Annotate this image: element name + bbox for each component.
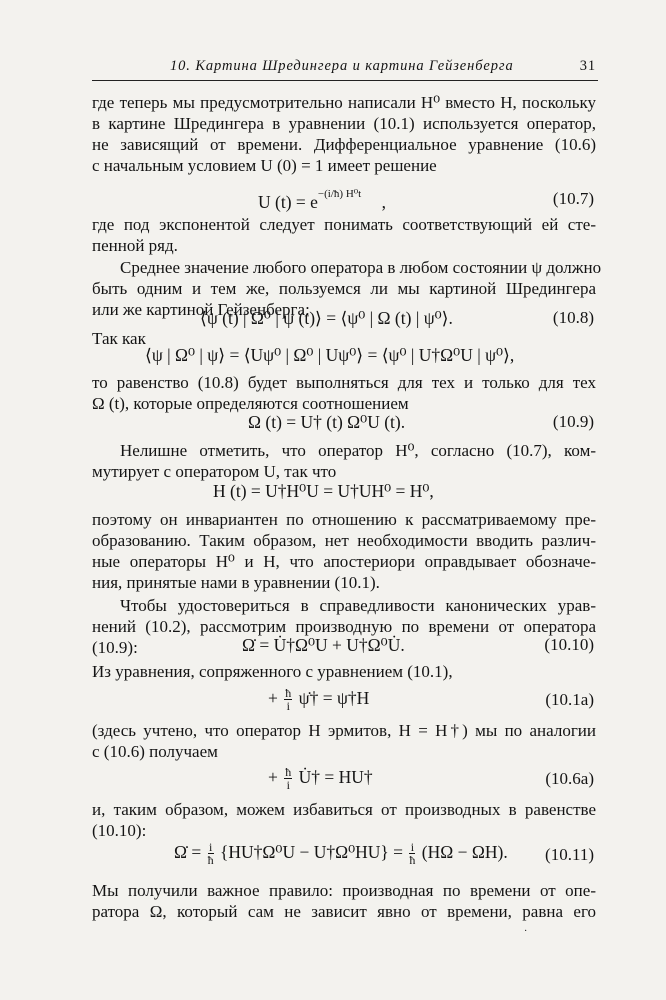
- page-number: 31: [579, 58, 596, 74]
- equation-number: (10.11): [545, 845, 594, 864]
- text-line: не зависящий от времени. Дифференциальное уравнение (10.6): [92, 135, 596, 154]
- text-line: (здесь учтено, что оператор H эрмитов, H = H†) мы по аналогии: [92, 721, 596, 740]
- text-line: ратора Ω, который сам не зависит явно от времени, равна его: [92, 902, 596, 921]
- equation-10-10: Ω̇ = U̇†Ω⁰U + U†Ω⁰U̇.: [242, 635, 405, 655]
- fraction-denominator: i: [286, 699, 290, 714]
- running-header: [92, 58, 598, 81]
- equation-number: (10.1a): [545, 690, 594, 709]
- fraction-numerator: ħ: [285, 686, 292, 701]
- fraction: [284, 687, 292, 712]
- text-line: поэтому он инвариантен по отношению к рассматриваемому пре-: [92, 510, 596, 529]
- equation-number: (10.10): [544, 635, 594, 654]
- text-line: или же картиной Гейзенберга:: [92, 300, 310, 319]
- equation-number: (10.7): [552, 189, 594, 208]
- text-line: Мы получили важное правило: производная по времени от опе-: [92, 881, 596, 900]
- equation-part: Ω̇ =: [174, 842, 202, 862]
- text-line: с (10.6) получаем: [92, 742, 218, 761]
- equation-10-9: Ω (t) = U† (t) Ω⁰U (t).: [248, 412, 406, 432]
- equation-10-1a: [268, 686, 369, 712]
- fraction-numerator: ħ: [285, 765, 292, 780]
- equation-10-7: [258, 186, 386, 214]
- fraction-numerator: i: [208, 840, 213, 855]
- text-line: где под экспонентой следует понимать соответствующий ей сте-: [92, 215, 596, 234]
- text-line: быть одним и тем же, пользуемся ли мы картиной Шредингера: [92, 279, 596, 298]
- text-line: Из уравнения, сопряженного с уравнением (10.1),: [92, 662, 453, 681]
- text-line: Так как: [92, 329, 146, 348]
- text-line: мутирует с оператором U, так что: [92, 462, 337, 481]
- fraction: [284, 766, 292, 791]
- text-line: Нелишне отметить, что оператор H⁰, согласно (10.7), ком-: [120, 441, 596, 460]
- equation-number: (10.8): [552, 308, 594, 327]
- equation-part: ψ̇† = ψ†H: [298, 688, 370, 708]
- equation-lhs: U (t) = e: [258, 191, 318, 212]
- text-line: Ω (t), которые определяются соотношением: [92, 394, 409, 413]
- equation-number: (10.6a): [545, 769, 594, 788]
- text-line: и, таким образом, можем избавиться от производных в равенстве: [92, 800, 596, 819]
- chapter-title: 10. Картина Шредингера и картина Гейзенберга: [170, 58, 514, 74]
- fraction-denominator: i: [286, 778, 290, 793]
- text-line: ные операторы H⁰ и H, что апостериори оправдывает обозначе-: [92, 552, 596, 571]
- text-line: ния, принятые нами в уравнении (10.1).: [92, 573, 380, 592]
- text-line: Чтобы удостовериться в справедливости канонических урав-: [120, 596, 596, 615]
- text-line: то равенство (10.8) будет выполняться для тех и только для тех: [92, 373, 596, 392]
- text-line: образованию. Таким образом, нет необходимости вводить различ-: [92, 531, 596, 550]
- equation-exponent: −(i/ħ) H⁰t: [317, 188, 362, 200]
- equation-10-6a: [268, 765, 373, 791]
- equation-part: {HU†Ω⁰U − U†Ω⁰HU} =: [220, 842, 404, 862]
- equation-expectation: ⟨ψ | Ω⁰ | ψ⟩ = ⟨Uψ⁰ | Ω⁰ | Uψ⁰⟩ = ⟨ψ⁰ | U†Ω⁰U | ψ⁰⟩,: [145, 345, 515, 365]
- text-line: в картине Шредингера в уравнении (10.1) используется оператор,: [92, 114, 596, 133]
- text-line: (10.9):: [92, 638, 138, 657]
- equation-part: (HΩ − ΩH).: [421, 842, 508, 862]
- equation-hamiltonian: H (t) = U†H⁰U = U†UH⁰ = H⁰,: [213, 481, 434, 501]
- print-speck: ·: [524, 926, 528, 937]
- text-line: нений (10.2), рассмотрим производную по времени от оператора: [92, 617, 596, 636]
- equation-comma: ,: [381, 191, 386, 212]
- text-line: пенной ряд.: [92, 236, 178, 255]
- fraction-numerator: i: [410, 840, 415, 855]
- text-line: (10.10):: [92, 821, 147, 840]
- fraction: [208, 841, 214, 866]
- text-line: с начальным условием U (0) = 1 имеет решение: [92, 156, 437, 175]
- fraction: [409, 841, 415, 866]
- text-line: Среднее значение любого оператора в любом состоянии ψ должно: [120, 258, 602, 277]
- fraction-denominator: ħ: [409, 853, 416, 868]
- text-line: где теперь мы предусмотрительно написали H⁰ вместо H, поскольку: [92, 93, 596, 112]
- equation-part: +: [268, 767, 278, 787]
- equation-10-8: ⟨ψ (t) | Ω⁰ | ψ (t)⟩ = ⟨ψ⁰ | Ω (t) | ψ⁰⟩.: [200, 308, 453, 328]
- equation-part: +: [268, 688, 278, 708]
- equation-part: U̇† = HU†: [298, 767, 373, 787]
- equation-number: (10.9): [552, 412, 594, 431]
- fraction-denominator: ħ: [207, 853, 214, 868]
- equation-10-11: [174, 840, 508, 866]
